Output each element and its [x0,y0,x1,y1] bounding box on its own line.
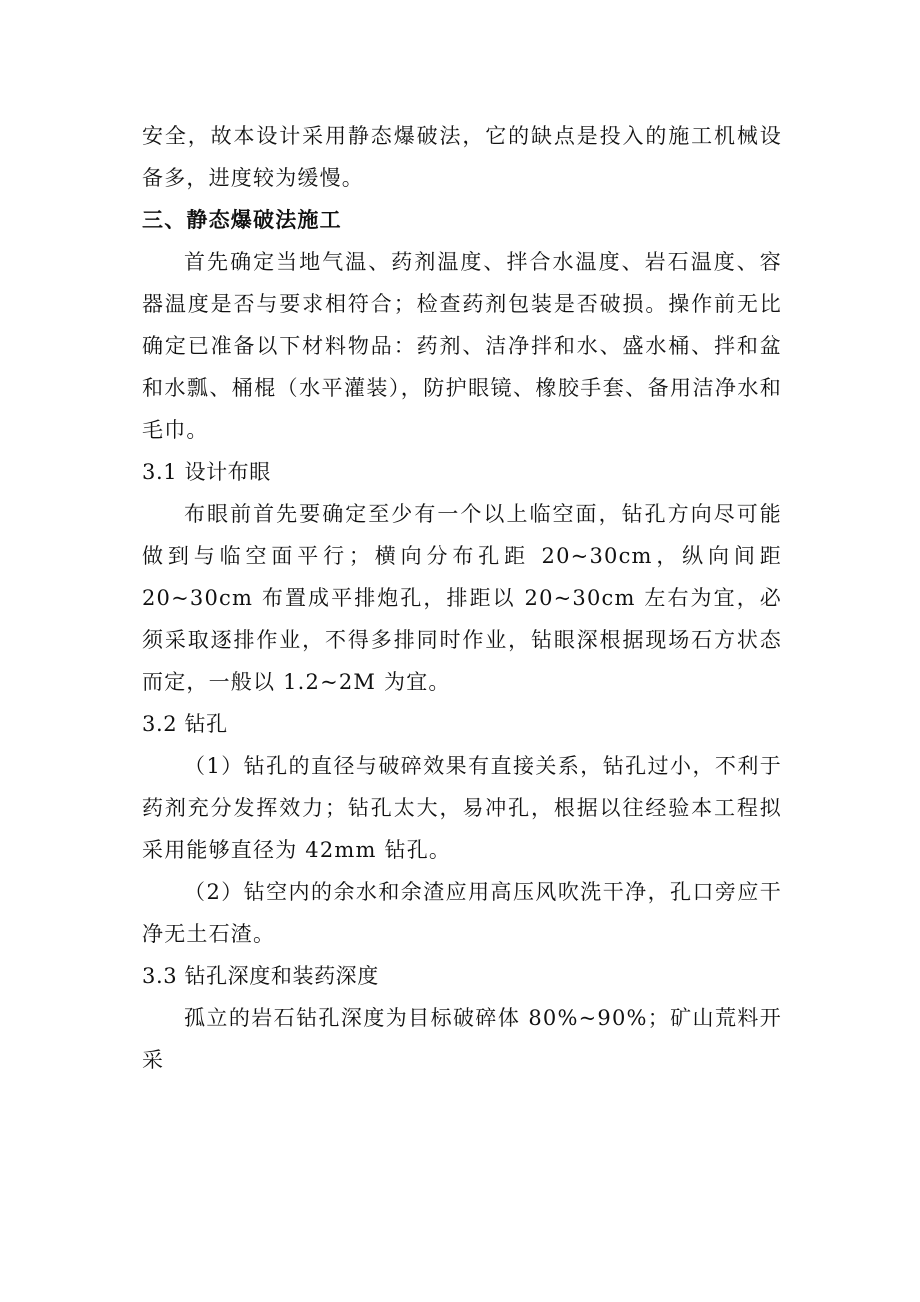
subsection-heading-3-1: 3.1 设计布眼 [142,460,271,484]
paragraph-intro-continued: 安全，故本设计采用静态爆破法，它的缺点是投入的施工机械设备多，进度较为缓慢。 [142,124,782,190]
paragraph-3-3: 孤立的岩石钻孔深度为目标破碎体 80%~90%；矿山荒料开采 [142,1006,782,1072]
subsection-heading-3-2: 3.2 钻孔 [142,712,228,736]
paragraph-3-2-item-1: （1）钻孔的直径与破碎效果有直接关系，钻孔过小，不利于药剂充分发挥效力；钻孔太大，易冲孔，根据以往经验本工程拟采用能够直径为 42mm 钻孔。 [142,754,782,862]
subsection-heading-3-3: 3.3 钻孔深度和装药深度 [142,964,379,988]
section-heading-3: 三、静态爆破法施工 [142,208,342,232]
paragraph-3-2-item-2: （2）钻空内的余水和余渣应用高压风吹洗干净，孔口旁应干净无土石渣。 [142,880,782,946]
paragraph-section-3-intro: 首先确定当地气温、药剂温度、拌合水温度、岩石温度、容器温度是否与要求相符合；检查药剂包装是否破损。操作前无比确定已准备以下材料物品：药剂、洁净拌和水、盛水桶、拌和盆和水瓢、桶棍（水平灌装），防护眼镜、橡胶手套、备用洁净水和毛巾。 [142,250,782,442]
paragraph-3-1: 布眼前首先要确定至少有一个以上临空面，钻孔方向尽可能做到与临空面平行；横向分布孔距 20~30cm，纵向间距 20~30cm 布置成平排炮孔，排距以 20~30cm 左右为宜，必须采取逐排作业，不得多排同时作业，钻眼深根据现场石方状态而定，一般以 1.2~2M 为宜。 [142,502,782,694]
document-body [142,115,782,1081]
